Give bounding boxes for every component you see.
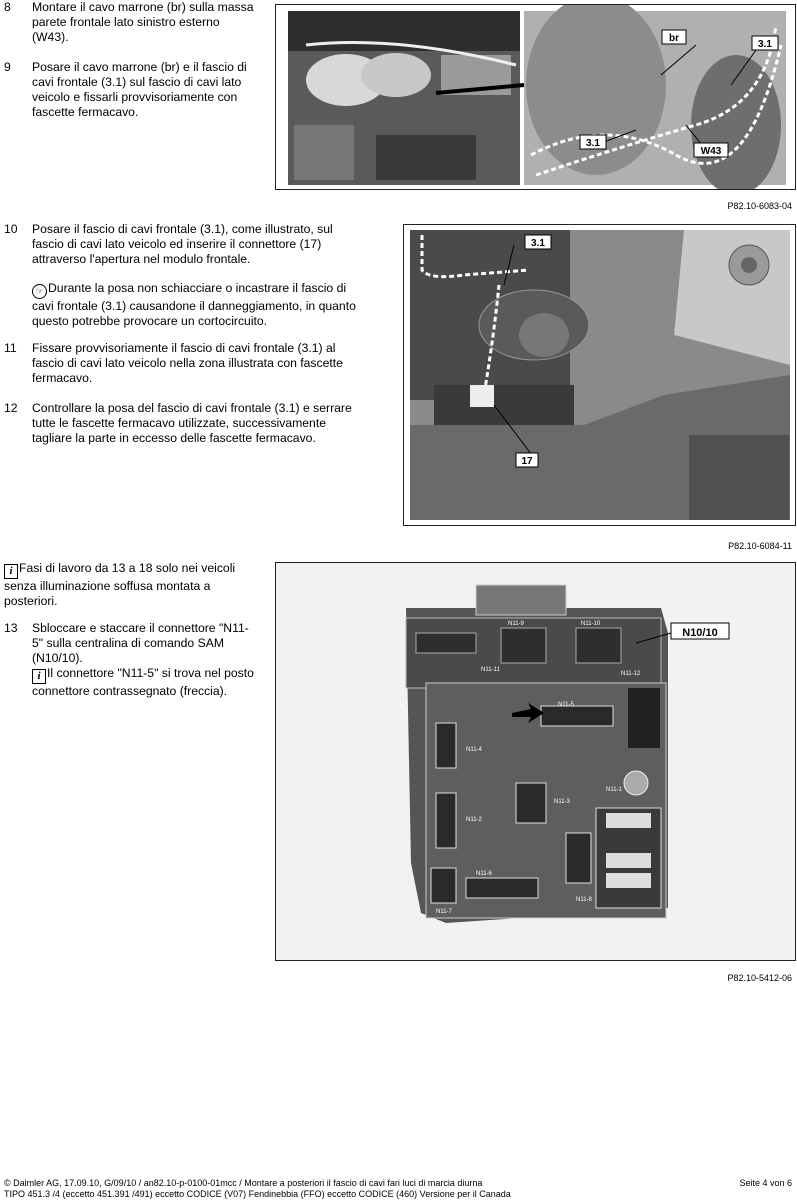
info-icon: i — [4, 564, 18, 579]
label-n11-5: N11-5 — [558, 702, 574, 708]
sam-unit-illustration — [276, 563, 795, 960]
label-3-1-lower: 3.1 — [586, 138, 600, 149]
label-n11-1: N11-1 — [606, 787, 622, 793]
step-number: 10 — [4, 222, 18, 236]
info-icon: i — [32, 669, 46, 684]
figure-ref: P82.10-6083-04 — [727, 201, 792, 211]
info-text: Fasi di lavoro da 13 a 18 solo nei veicoli senza illuminazione soffusa montata a posteriori. — [4, 561, 236, 608]
label-n11-4: N11-4 — [466, 747, 482, 753]
footer-line-2: TIPO 451.3 /4 (eccetto 451.391 /491) eccetto CODICE (V07) Fendinebbia (FFO) eccetto CODICE (460) Versione per il Canada — [4, 1189, 511, 1199]
label-n11-9: N11-9 — [508, 621, 524, 627]
step-text: Fissare provvisoriamente il fascio di cavi frontale (3.1) al fascio di cavi lato veicolo nella zona illustrata con fascette fermacavo. — [32, 341, 343, 385]
info-note — [4, 561, 252, 609]
label-n11-8: N11-8 — [576, 897, 592, 903]
label-3-1: 3.1 — [758, 39, 772, 50]
label-n11-6: N11-6 — [476, 871, 492, 877]
step-text: Sbloccare e staccare il connettore "N11-5" sulla centralina di comando SAM (N10/10). — [32, 621, 249, 665]
step-number: 13 — [4, 621, 18, 635]
page-number: Seite 4 von 6 — [739, 1178, 792, 1188]
label-n11-2: N11-2 — [466, 817, 482, 823]
engine-bay-illustration — [276, 5, 795, 189]
step-13-info — [32, 666, 254, 699]
step-number: 9 — [4, 60, 11, 74]
figure-ref: P82.10-6084-11 — [728, 541, 792, 551]
label-n11-12: N11-12 — [621, 671, 641, 677]
step-text: Controllare la posa del fascio di cavi frontale (3.1) e serrare tutte le fascette fermacavo utilizzate, successivamente tagliare la parte in eccesso delle fascette fermacavo. — [32, 401, 352, 445]
label-w43: W43 — [700, 146, 722, 157]
step-text: Posare il fascio di cavi frontale (3.1), come illustrato, sul fascio di cavi lato veicolo ed inserire il connettore (17) attraverso l'apertura nel modulo frontale. — [32, 222, 333, 266]
step-number: 8 — [4, 0, 11, 14]
figure-front-module — [403, 224, 796, 526]
note-icon: ☞ — [32, 284, 47, 299]
label-br: br — [669, 33, 679, 44]
label-17: 17 — [521, 456, 533, 467]
info-text: Il connettore "N11-5" si trova nel posto connettore contrassegnato (freccia). — [32, 666, 254, 698]
step-number: 12 — [4, 401, 18, 415]
front-module-illustration — [404, 225, 795, 525]
note-text: Durante la posa non schiacciare o incastrare il fascio di cavi frontale (3.1) causandone il danneggiamento, in quanto questo potrebbe provocare un cortocircuito. — [32, 281, 356, 328]
label-n11-3: N11-3 — [554, 799, 570, 805]
label-n11-11: N11-11 — [481, 667, 500, 673]
warning-note — [32, 281, 367, 329]
figure-sam-control-unit — [275, 562, 796, 961]
step-number: 11 — [4, 341, 17, 355]
figure-ref: P82.10-5412-06 — [727, 973, 792, 983]
label-n11-10: N11-10 — [581, 621, 601, 627]
figure-wiring-engine-bay — [275, 4, 796, 190]
label-3-1: 3.1 — [531, 238, 545, 249]
step-text: Montare il cavo marrone (br) sulla massa parete frontale lato sinistro esterno (W43). — [32, 0, 254, 44]
label-n10-10: N10/10 — [682, 627, 718, 639]
label-n11-7: N11-7 — [436, 909, 452, 915]
step-text: Posare il cavo marrone (br) e il fascio di cavi frontale (3.1) sul fascio di cavi lato veicolo e fissarli provvisoriamente con fascette fermacavo. — [32, 60, 247, 119]
footer-line-1: © Daimler AG, 17.09.10, G/09/10 / an82.10-p-0100-01mcc / Montare a posteriori il fascio di cavi fari luci di marcia diurna — [4, 1178, 483, 1188]
